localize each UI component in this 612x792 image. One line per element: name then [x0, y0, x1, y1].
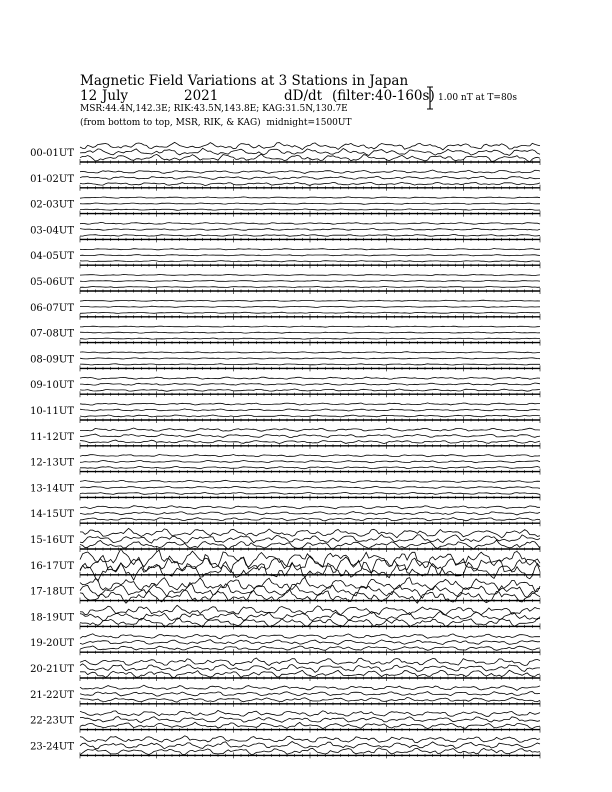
row-label: 21-22UT: [30, 689, 74, 701]
trace-kag: [80, 223, 540, 225]
hour-row: [30, 528, 540, 552]
trace-kag: [80, 658, 540, 666]
trace-rik: [80, 486, 540, 488]
trace-kag: [80, 480, 540, 482]
trace-kag: [80, 377, 540, 379]
hour-row: [30, 549, 540, 581]
row-label: 14-15UT: [30, 509, 74, 521]
hour-row: [30, 480, 540, 500]
trace-msr: [80, 562, 540, 581]
row-label: 09-10UT: [30, 380, 74, 392]
trace-rik: [80, 692, 540, 697]
trace-rik: [80, 203, 540, 204]
trace-msr: [80, 415, 540, 417]
trace-kag: [80, 605, 540, 615]
scale-bar-label: 1.00 nT at T=80s: [438, 93, 518, 103]
trace-rik: [80, 229, 540, 231]
trace-rik: [80, 512, 540, 515]
trace-rik: [80, 383, 540, 385]
row-label: 12-13UT: [30, 457, 74, 469]
trace-kag: [80, 170, 540, 173]
trace-rik: [80, 640, 540, 645]
trace-rik: [80, 742, 540, 749]
hour-row: [30, 428, 540, 449]
trace-kag: [80, 249, 540, 250]
trace-msr: [80, 261, 540, 262]
row-label: 05-06UT: [30, 277, 74, 288]
trace-kag: [80, 506, 540, 509]
hour-row: [30, 685, 540, 707]
trace-msr: [80, 493, 540, 495]
trace-rik: [80, 409, 540, 411]
row-label: 01-02UT: [30, 173, 74, 185]
row-label: 08-09UT: [30, 354, 74, 366]
row-label: 23-24UT: [30, 741, 74, 753]
trace-rik: [80, 434, 540, 438]
date-year: 2021: [184, 88, 219, 104]
trace-msr: [80, 312, 540, 313]
trace-kag: [80, 710, 540, 716]
hour-row: [30, 326, 540, 346]
hour-row: [30, 249, 540, 269]
quantity-label: dD/dt: [284, 88, 323, 104]
trace-rik: [80, 332, 540, 333]
hour-row: [30, 577, 540, 603]
hour-row: [30, 506, 540, 527]
trace-kag: [80, 352, 540, 353]
trace-rik: [80, 306, 540, 307]
hour-row: [30, 634, 540, 655]
row-label: 10-11UT: [30, 406, 74, 417]
row-label: 20-21UT: [30, 664, 74, 675]
hour-row: [30, 275, 540, 295]
trace-rik: [80, 717, 540, 723]
station-order: (from bottom to top, MSR, RIK, & KAG): [80, 118, 261, 128]
hour-row: [30, 170, 540, 191]
trace-kag: [80, 736, 540, 743]
trace-msr: [80, 209, 540, 210]
trace-kag: [80, 275, 540, 276]
row-label: 22-23UT: [30, 715, 74, 727]
scale-bar: [427, 87, 433, 109]
row-label: 00-01UT: [30, 148, 74, 159]
row-label: 11-12UT: [30, 431, 74, 443]
trace-rik: [80, 148, 540, 155]
trace-rik: [80, 460, 540, 462]
trace-msr: [80, 286, 540, 287]
row-label: 06-07UT: [30, 302, 74, 314]
hour-row: [30, 403, 540, 423]
station-coordinates: MSR:44.4N,142.3E; RIK:43.5N,143.8E; KAG:31.5N,130.7E: [80, 104, 348, 114]
trace-msr: [80, 235, 540, 237]
hour-row: [30, 197, 540, 217]
row-label: 15-16UT: [30, 535, 74, 546]
row-label: 18-19UT: [30, 612, 74, 624]
trace-rik: [80, 535, 540, 544]
trace-kag: [80, 528, 540, 538]
trace-kag: [80, 142, 540, 149]
hour-row: [30, 710, 540, 732]
trace-rik: [80, 255, 540, 256]
hour-row: [30, 455, 540, 475]
hour-row: [30, 300, 540, 320]
hourly-rows: [30, 142, 540, 758]
trace-msr: [80, 466, 540, 468]
date-month: July: [102, 88, 129, 104]
trace-msr: [80, 364, 540, 365]
row-label: 02-03UT: [30, 199, 74, 211]
row-label: 07-08UT: [30, 328, 74, 340]
trace-kag: [80, 634, 540, 639]
hour-row: [30, 352, 540, 372]
row-label: 03-04UT: [30, 225, 74, 237]
hour-row: [30, 223, 540, 243]
trace-rik: [80, 358, 540, 359]
row-label: 16-17UT: [30, 560, 74, 572]
hour-row: [30, 658, 540, 681]
trace-rik: [80, 664, 540, 673]
chart-title: Magnetic Field Variations at 3 Stations in Japan: [80, 73, 409, 89]
filter-label: (filter:40-160s): [332, 88, 435, 104]
trace-kag: [80, 403, 540, 405]
hour-row: [30, 605, 540, 629]
trace-msr: [80, 338, 540, 339]
trace-msr: [80, 389, 540, 391]
trace-kag: [80, 455, 540, 457]
hour-row: [30, 377, 540, 397]
midnight-note: midnight=1500UT: [266, 118, 352, 128]
trace-kag: [80, 428, 540, 431]
row-label: 04-05UT: [30, 251, 74, 263]
hour-row: [30, 736, 540, 759]
hour-row: [30, 142, 540, 165]
date-day: 12: [80, 88, 98, 104]
row-label: 19-20UT: [30, 638, 74, 650]
trace-kag: [80, 197, 540, 198]
row-label: 17-18UT: [30, 586, 74, 598]
trace-kag: [80, 685, 540, 690]
row-label: 13-14UT: [30, 483, 74, 495]
trace-rik: [80, 176, 540, 179]
trace-kag: [80, 326, 540, 327]
trace-rik: [80, 281, 540, 282]
trace-kag: [80, 300, 540, 301]
